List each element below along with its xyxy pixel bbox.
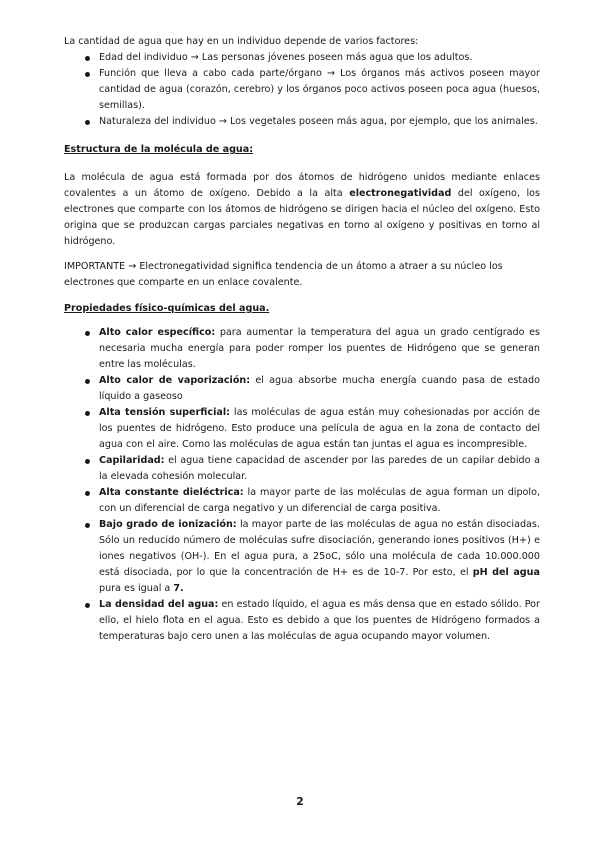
section-heading-properties: Propiedades físico-químicas del agua. [64, 303, 270, 314]
document-page [64, 34, 540, 645]
list-item: La densidad del agua: en estado líquido, el agua es más densa que en estado sólido. Por ello, el hielo flota en el agua. Esto es debido a que los puentes de Hidrógeno formados a temperaturas bajo cero unen a las moléculas de agua ocupando mayor volumen. [64, 597, 540, 645]
properties-list [64, 325, 540, 645]
important-note: IMPORTANTE → Electronegatividad significa tendencia de un átomo a atraer a su núcleo los electrones que comparte en un enlace covalente. [64, 261, 503, 288]
list-item: Alto calor específico: para aumentar la temperatura del agua un grado centígrado es necesaria mucha energía para poder romper los puentes de Hidrógeno que se generan entre las moléculas. [64, 325, 540, 373]
list-item: Función que lleva a cabo cada parte/órgano → Los órganos más activos poseen mayor cantidad de agua (corazón, cerebro) y los órganos poco activos poseen poca agua (huesos, semillas). [64, 66, 540, 114]
bullet-icon [85, 72, 90, 77]
list-item: Alta constante dieléctrica: la mayor parte de las moléculas de agua forman un dipolo, con un diferencial de carga negativo y un diferencial de carga positiva. [64, 485, 540, 517]
list-item: Alto calor de vaporización: el agua absorbe mucha energía cuando pasa de estado líquido a gaseoso [64, 373, 540, 405]
list-item: Alta tensión superficial: las moléculas de agua están muy cohesionadas por acción de los puentes de hidrógeno. Esto produce una película de agua en la zona de contacto del agua con el aire. Como las moléculas de agua están tan juntas el agua es incompresible. [64, 405, 540, 453]
bullet-icon [85, 459, 90, 464]
structure-paragraph: La molécula de agua está formada por dos átomos de hidrógeno unidos mediante enlaces covalentes a un átomo de oxígeno. Debido a la alta electronegatividad del oxígeno, los electrones que comparte con los átomos de hidrógeno se dirigen hacia el núcleo del oxígeno. Esto origina que se produzcan cargas parciales negativas en torno al oxígeno y positivas en torno al hidrógeno. [64, 172, 541, 247]
list-item: Capilaridad: el agua tiene capacidad de ascender por las paredes de un capilar debido a la elevada cohesión molecular. [64, 453, 540, 485]
bullet-icon [85, 603, 90, 608]
factors-list [64, 50, 540, 130]
bullet-icon [85, 523, 90, 528]
bullet-icon [85, 120, 90, 125]
section-heading-structure: Estructura de la molécula de agua: [64, 144, 254, 155]
page-number: 2 [296, 795, 304, 808]
list-item: Naturaleza del individuo → Los vegetales poseen más agua, por ejemplo, que los animales. [64, 114, 540, 130]
list-item: Bajo grado de ionización: la mayor parte de las moléculas de agua no están disociadas. Sólo un reducido número de moléculas sufre disociación, generando iones positivos (H+) e iones negativos (OH-). En el agua pura, a 25oC, sólo una molécula de cada 10.000.000 está disociada, por lo que la concentración de H+ es de 10-7. Por esto, el pH del agua pura es igual a 7. [64, 517, 540, 597]
bullet-icon [85, 379, 90, 384]
list-item: Edad del individuo → Las personas jóvenes poseen más agua que los adultos. [64, 50, 540, 66]
bullet-icon [85, 411, 90, 416]
bullet-icon [85, 491, 90, 496]
intro-text: La cantidad de agua que hay en un individuo depende de varios factores: [64, 36, 419, 47]
bullet-icon [85, 56, 90, 61]
bullet-icon [85, 331, 90, 336]
